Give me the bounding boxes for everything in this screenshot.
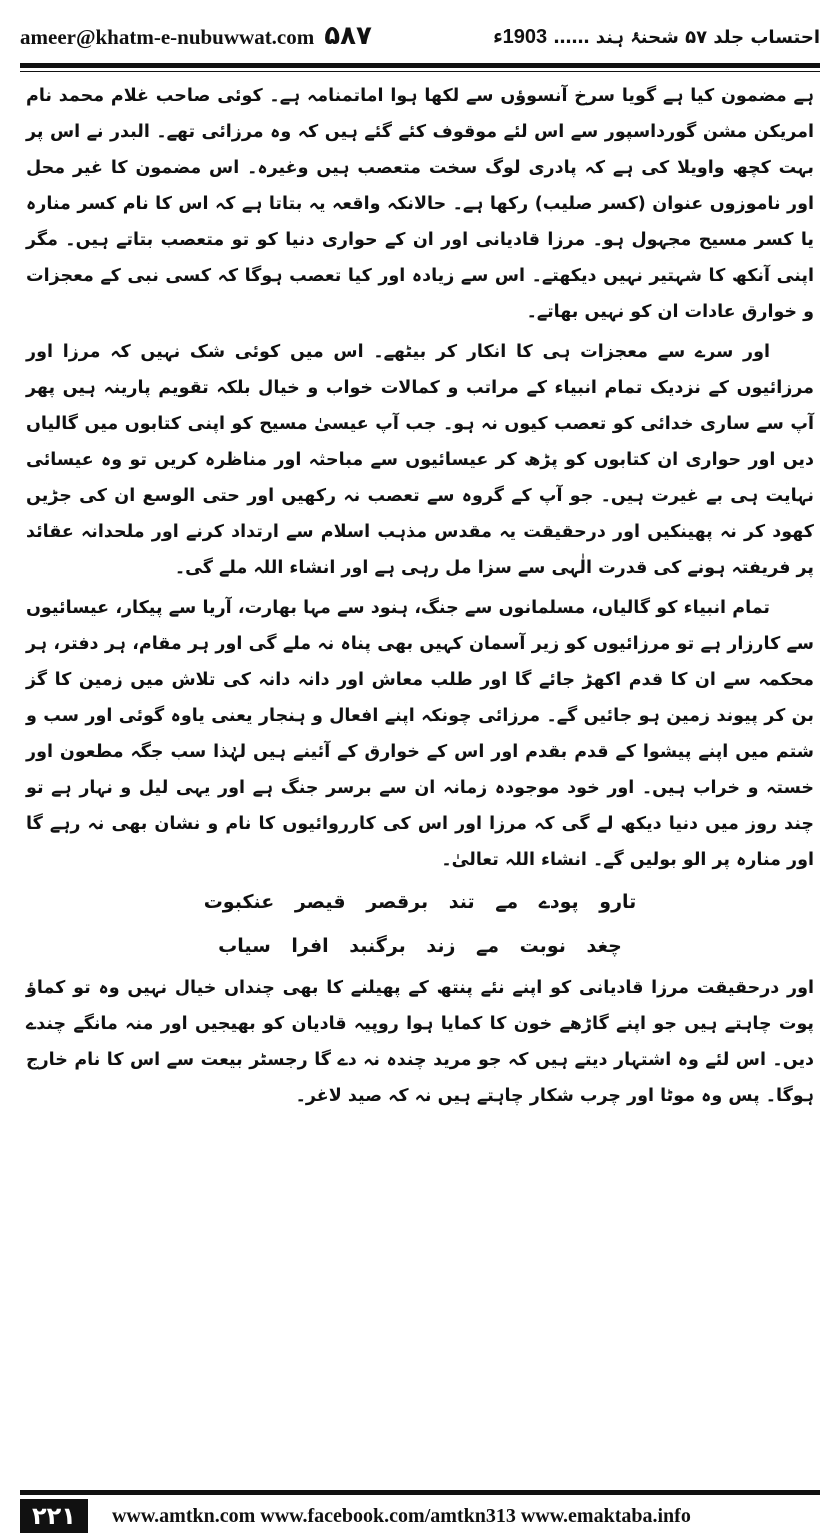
page-footer [20,1497,820,1535]
running-title-text: احتساب جلد ۵۷ شحنۂ ہند …… [547,26,820,48]
header-rule-thick [20,63,820,68]
paragraph-2: اور سرے سے معجزات ہی کا انکار کر بیٹھے۔ اس میں کوئی شک نہیں کہ مرزا اور مرزائیوں کے نزدیک تمام انبیاء کے مراتب و کمالات خواب و خیال بلکہ تقویم پارینہ ہیں پھر آپ سے ساری خدائی کو تعصب کیوں نہ ہو۔ جب آپ عیسیٰ مسیح کو اپنی کتابوں میں گالیاں دیں اور حواری ان کتابوں کو پڑھ کر عیسائیوں سے مباحثہ اور مناظرہ کریں تو وہ عیسائی نہایت ہی بے غیرت ہیں۔ جو آپ کے گروہ سے تعصب نہ رکھیں اور حتی الوسع ان کی جڑیں کھود کر نہ پھینکیں اور درحقیقت یہ مقدس مذہب اسلام سے ارتداد کرنے اور ملحدانہ عقائد پر فریفتہ ہونے کی قدرت الٰہی سے سزا مل رہی ہے اور انشاء اللہ ملے گی۔ [26,342,814,578]
page-header [20,14,820,58]
header-email [20,21,372,51]
verse-line-2: چغد نوبت مے زند برگنبد افرا سیاب [218,935,622,957]
footer-page-number: ۲۲۱ [20,1499,88,1533]
paragraph-3: تمام انبیاء کو گالیاں، مسلمانوں سے جنگ، ہنود سے مہا بھارت، آریا سے پیکار، عیسائیوں سے کارزار ہے تو مرزائیوں کو زیر آسمان کہیں بھی پناہ نہ ملے گی اور ہر مقام، ہر دفتر، ہر محکمہ سے ان کا قدم اکھڑ جائے گا اور طلب معاش اور دانہ دانہ کی تلاش میں زمین کا گز بن کر پیوند زمین ہو جائیں گے۔ مرزائی چونکہ اپنے افعال و ہنجار یعنی یاوہ گوئی اور سب و شتم میں اپنے پیشوا کے قدم بقدم اور اس کے خوارق کے آئینے ہیں لہٰذا سب جگہ مطعون اور خستہ و خراب ہیں۔ اور خود موجودہ زمانہ ان سے برسر جنگ ہے اور یہی لیل و نہار ہے تو چند روز میں دنیا دیکھ لے گی کہ مرزا اور اس کی کارروائیوں کا نام و نشان بھی نہ رہے گا اور منارہ پر الو بولیں گے۔ انشاء اللہ تعالیٰ۔ [26,598,814,870]
paragraph-4: اور درحقیقت مرزا قادیانی کو اپنے نئے پنتھ کے پھیلنے کا بھی چنداں خیال نہیں وہ تو کماؤ پوت چاہتے ہیں جو اپنے گاڑھے خون کا کمایا ہوا روپیہ قادیان کو بھیجیں اور منہ مانگے چندے دیں۔ اس لئے وہ اشتہار دیتے ہیں کہ جو مرید چندہ نہ دے گا رجسٹر بیعت سے اس کا نام خارج ہوگا۔ پس وہ موٹا اور چرب شکار چاہتے ہیں نہ کہ صید لاغر۔ [26,978,814,1106]
running-title-year: 1903ء [493,25,548,48]
running-title [493,24,820,49]
header-rule-thin [20,71,820,72]
paragraph-1: ہے مضمون کیا ہے گویا سرخ آنسوؤں سے لکھا ہوا اماتمنامہ ہے۔ کوئی صاحب غلام محمد نام امریکن مشن گورداسپور سے اس لئے موقوف کئے گئے ہیں کہ وہ مرزائی تھے۔ البدر نے اس پر بہت کچھ واویلا کی ہے کہ پادری لوگ سخت متعصب ہیں وغیرہ۔ اس مضمون کا غیر محل اور ناموزوں عنوان (کسر صلیب) رکھا ہے۔ حالانکہ واقعہ یہ بتاتا ہے کہ اس کا نام کسر منارہ یا کسر مسیح مجہول ہو۔ مرزا قادیانی اور ان کے حواری دنیا کو تو متعصب بتاتے ہیں۔ مگر اپنی آنکھ کا شہتیر نہیں دیکھتے۔ اس سے زیادہ اور کیا تعصب ہوگا کہ کسی نبی کے معجزات و خوارق عادات ان کو نہیں بھاتے۔ [26,86,814,322]
verse-line-1: تارو پودے مے تند برقصر قیصر عنکبوت [203,891,637,913]
email-address: ameer@khatm-e-nubuwwat.com [20,25,315,49]
page-number: ۵۸۷ [324,21,372,51]
page-body [26,78,814,1114]
footer-rule [20,1490,820,1495]
footer-links: www.amtkn.com www.facebook.com/amtkn313 www.emaktaba.info [111,1504,691,1527]
